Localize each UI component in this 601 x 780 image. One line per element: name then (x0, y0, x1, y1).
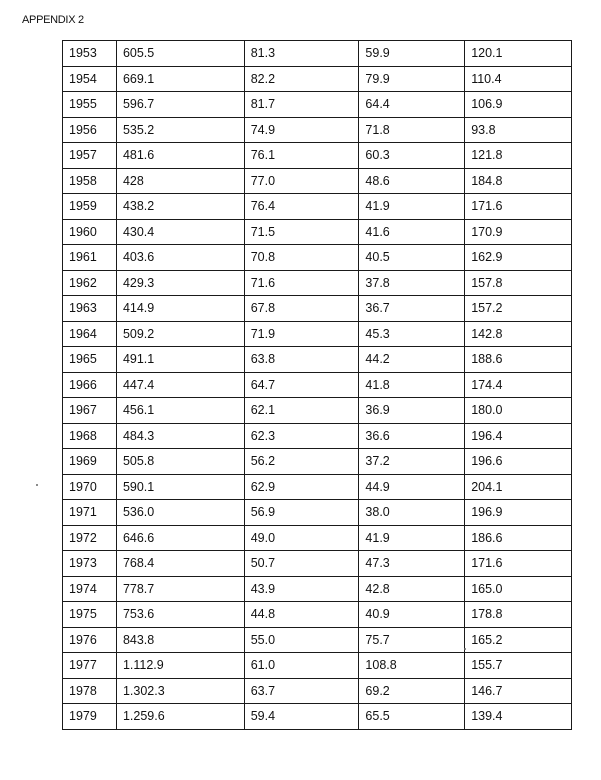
value-cell: 438.2 (116, 194, 244, 220)
value-cell: 71.5 (244, 219, 359, 245)
year-cell: 1959 (63, 194, 117, 220)
value-cell: 61.0 (244, 653, 359, 679)
value-cell: 430.4 (116, 219, 244, 245)
value-cell: 41.9 (359, 525, 465, 551)
year-cell: 1954 (63, 66, 117, 92)
value-cell: 170.9 (465, 219, 572, 245)
year-cell: 1955 (63, 92, 117, 118)
value-cell: 1.302.3 (116, 678, 244, 704)
value-cell: 82.2 (244, 66, 359, 92)
value-cell: 447.4 (116, 372, 244, 398)
value-cell: 753.6 (116, 602, 244, 628)
value-cell: 778.7 (116, 576, 244, 602)
value-cell: 62.9 (244, 474, 359, 500)
value-cell: 204.1 (465, 474, 572, 500)
value-cell: 428 (116, 168, 244, 194)
value-cell: 41.8 (359, 372, 465, 398)
value-cell: 505.8 (116, 449, 244, 475)
value-cell: 536.0 (116, 500, 244, 526)
value-cell: 50.7 (244, 551, 359, 577)
table-row (63, 704, 572, 730)
value-cell: 174.4 (465, 372, 572, 398)
value-cell: 646.6 (116, 525, 244, 551)
value-cell: 60.3 (359, 143, 465, 169)
table-row (63, 627, 572, 653)
value-cell: 63.7 (244, 678, 359, 704)
value-cell: 79.9 (359, 66, 465, 92)
table-row (63, 194, 572, 220)
value-cell: 768.4 (116, 551, 244, 577)
year-cell: 1960 (63, 219, 117, 245)
table-row (63, 66, 572, 92)
value-cell: 41.9 (359, 194, 465, 220)
value-cell: 456.1 (116, 398, 244, 424)
value-cell: 429.3 (116, 270, 244, 296)
table-row (63, 449, 572, 475)
value-cell: 44.8 (244, 602, 359, 628)
table-row (63, 245, 572, 271)
table-row (63, 143, 572, 169)
value-cell: 155.7 (465, 653, 572, 679)
value-cell: 590.1 (116, 474, 244, 500)
value-cell: 81.3 (244, 41, 359, 67)
value-cell: 491.1 (116, 347, 244, 373)
table-row (63, 372, 572, 398)
value-cell: 42.8 (359, 576, 465, 602)
year-cell: 1973 (63, 551, 117, 577)
year-cell: 1965 (63, 347, 117, 373)
table-row (63, 551, 572, 577)
value-cell: 843.8 (116, 627, 244, 653)
value-cell: 62.3 (244, 423, 359, 449)
year-cell: 1968 (63, 423, 117, 449)
value-cell: 596.7 (116, 92, 244, 118)
value-cell: 69.2 (359, 678, 465, 704)
value-cell: 44.2 (359, 347, 465, 373)
value-cell: 120.1 (465, 41, 572, 67)
value-cell: 484.3 (116, 423, 244, 449)
value-cell: 71.9 (244, 321, 359, 347)
value-cell: 41.6 (359, 219, 465, 245)
value-cell: 186.6 (465, 525, 572, 551)
table-row (63, 219, 572, 245)
year-cell: 1975 (63, 602, 117, 628)
value-cell: 64.4 (359, 92, 465, 118)
value-cell: 110.4 (465, 66, 572, 92)
table-row (63, 653, 572, 679)
value-cell: 106.9 (465, 92, 572, 118)
value-cell: 403.6 (116, 245, 244, 271)
value-cell: 43.9 (244, 576, 359, 602)
table-row (63, 92, 572, 118)
table-row (63, 398, 572, 424)
value-cell: 184.8 (465, 168, 572, 194)
value-cell: 59.9 (359, 41, 465, 67)
scan-speck (36, 484, 38, 486)
table-row (63, 117, 572, 143)
value-cell: 93.8 (465, 117, 572, 143)
year-cell: 1966 (63, 372, 117, 398)
value-cell: 171.6 (465, 551, 572, 577)
year-cell: 1963 (63, 296, 117, 322)
value-cell: 139.4 (465, 704, 572, 730)
value-cell: 71.6 (244, 270, 359, 296)
value-cell: 196.9 (465, 500, 572, 526)
year-cell: 1969 (63, 449, 117, 475)
value-cell: 171.6 (465, 194, 572, 220)
table-row (63, 525, 572, 551)
value-cell: 71.8 (359, 117, 465, 143)
value-cell: 669.1 (116, 66, 244, 92)
value-cell: 65.5 (359, 704, 465, 730)
table-row (63, 576, 572, 602)
value-cell: 59.4 (244, 704, 359, 730)
year-cell: 1977 (63, 653, 117, 679)
value-cell: 146.7 (465, 678, 572, 704)
table-row (63, 602, 572, 628)
value-cell: 49.0 (244, 525, 359, 551)
value-cell: 62.1 (244, 398, 359, 424)
value-cell: 121.8 (465, 143, 572, 169)
value-cell: 76.4 (244, 194, 359, 220)
year-cell: 1971 (63, 500, 117, 526)
year-cell: 1979 (63, 704, 117, 730)
value-cell: 45.3 (359, 321, 465, 347)
value-cell: 74.9 (244, 117, 359, 143)
value-cell: 56.2 (244, 449, 359, 475)
table-row (63, 423, 572, 449)
value-cell: 70.8 (244, 245, 359, 271)
value-cell: 36.7 (359, 296, 465, 322)
value-cell: 36.9 (359, 398, 465, 424)
value-cell: 40.5 (359, 245, 465, 271)
year-cell: 1957 (63, 143, 117, 169)
value-cell: 605.5 (116, 41, 244, 67)
value-cell: 38.0 (359, 500, 465, 526)
year-cell: 1956 (63, 117, 117, 143)
page-title: APPENDIX 2 (22, 14, 84, 26)
value-cell: 40.9 (359, 602, 465, 628)
table-row (63, 347, 572, 373)
table-row (63, 678, 572, 704)
value-cell: 48.6 (359, 168, 465, 194)
year-cell: 1958 (63, 168, 117, 194)
table-row (63, 500, 572, 526)
value-cell: 165.2 (465, 627, 572, 653)
value-cell: 142.8 (465, 321, 572, 347)
table-row (63, 296, 572, 322)
year-cell: 1974 (63, 576, 117, 602)
value-cell: 1.112.9 (116, 653, 244, 679)
value-cell: 481.6 (116, 143, 244, 169)
table-row (63, 41, 572, 67)
value-cell: 44.9 (359, 474, 465, 500)
year-cell: 1978 (63, 678, 117, 704)
value-cell: 67.8 (244, 296, 359, 322)
table-row (63, 474, 572, 500)
value-cell: 157.8 (465, 270, 572, 296)
data-table (62, 40, 572, 730)
scan-speck (464, 648, 466, 650)
year-cell: 1970 (63, 474, 117, 500)
value-cell: 157.2 (465, 296, 572, 322)
year-cell: 1962 (63, 270, 117, 296)
year-cell: 1976 (63, 627, 117, 653)
value-cell: 196.4 (465, 423, 572, 449)
value-cell: 56.9 (244, 500, 359, 526)
table-row (63, 321, 572, 347)
table-row (63, 270, 572, 296)
value-cell: 178.8 (465, 602, 572, 628)
value-cell: 165.0 (465, 576, 572, 602)
value-cell: 535.2 (116, 117, 244, 143)
value-cell: 196.6 (465, 449, 572, 475)
value-cell: 76.1 (244, 143, 359, 169)
value-cell: 162.9 (465, 245, 572, 271)
year-cell: 1972 (63, 525, 117, 551)
value-cell: 81.7 (244, 92, 359, 118)
value-cell: 37.2 (359, 449, 465, 475)
value-cell: 188.6 (465, 347, 572, 373)
value-cell: 55.0 (244, 627, 359, 653)
table-row (63, 168, 572, 194)
value-cell: 1.259.6 (116, 704, 244, 730)
value-cell: 414.9 (116, 296, 244, 322)
value-cell: 77.0 (244, 168, 359, 194)
value-cell: 108.8 (359, 653, 465, 679)
value-cell: 509.2 (116, 321, 244, 347)
table-body (63, 41, 572, 730)
value-cell: 47.3 (359, 551, 465, 577)
value-cell: 180.0 (465, 398, 572, 424)
value-cell: 63.8 (244, 347, 359, 373)
year-cell: 1964 (63, 321, 117, 347)
value-cell: 37.8 (359, 270, 465, 296)
value-cell: 75.7 (359, 627, 465, 653)
year-cell: 1967 (63, 398, 117, 424)
year-cell: 1961 (63, 245, 117, 271)
year-cell: 1953 (63, 41, 117, 67)
value-cell: 36.6 (359, 423, 465, 449)
value-cell: 64.7 (244, 372, 359, 398)
